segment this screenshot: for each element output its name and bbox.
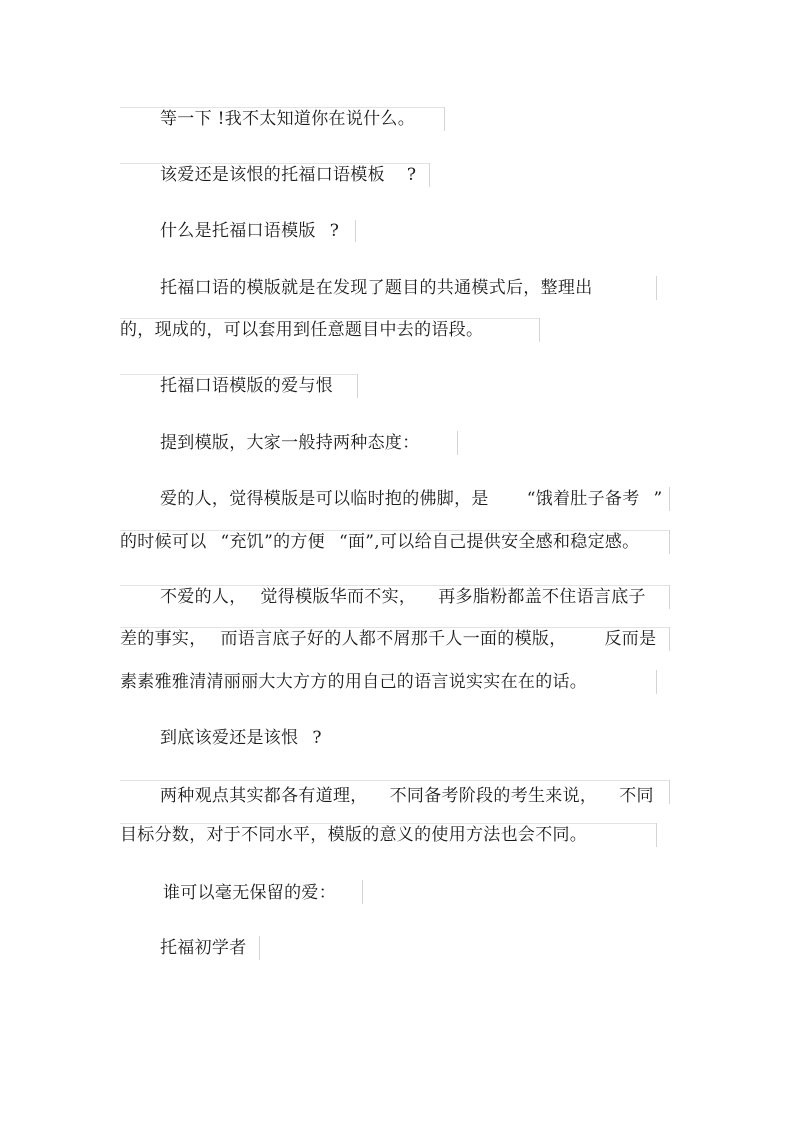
text-span: ? <box>329 221 340 241</box>
text-span: 不同 <box>619 786 654 806</box>
text-span: 不爱的人， <box>160 587 247 607</box>
text-span: 什么是托福口语模版 <box>160 221 316 241</box>
scan-mark <box>362 880 363 904</box>
text-span: 提到模版，大家一般持两种态度： <box>160 433 420 453</box>
text-line <box>120 319 483 341</box>
text-line <box>160 488 663 510</box>
text-span: 的，现成的，可以套用到任意题目中去的语段。 <box>120 320 484 340</box>
text-span: 托福初学者 <box>160 938 247 958</box>
text-line <box>160 432 420 454</box>
text-span: 两种观点其实都各有道理， <box>160 786 368 806</box>
scan-mark <box>355 220 356 242</box>
text-line <box>160 937 247 959</box>
scan-mark <box>669 530 670 554</box>
text-span: “面”,可以给自己提供安全感和稳定感。 <box>338 532 640 552</box>
text-span: “饿着肚子备考 <box>526 489 640 509</box>
text-line <box>160 586 646 608</box>
text-line <box>160 108 415 130</box>
scan-mark <box>357 374 358 398</box>
text-span: 托福口语的模版就是在发现了题目的共通模式后，整理出 <box>160 278 593 298</box>
text-line <box>120 628 656 650</box>
text-line <box>160 164 416 186</box>
text-line <box>120 824 587 846</box>
text-span: 的时候可以 <box>120 532 207 552</box>
text-span: 而语言底子好的人都不屑那千人一面的模版， <box>220 629 567 649</box>
text-span: 该爱还是该恨的托福口语模板 <box>160 165 385 185</box>
text-span: 谁可以毫无保留的爱： <box>163 883 336 903</box>
text-span: 不同备考阶段的考生来说， <box>389 786 598 806</box>
text-span: 爱的人，觉得模版是可以临时抱的佛脚，是 <box>160 489 489 509</box>
scan-rule <box>120 780 670 781</box>
text-line <box>160 220 339 242</box>
text-span: 差的事实， <box>120 629 207 649</box>
text-span: ? <box>312 728 322 748</box>
scan-mark <box>669 487 670 511</box>
text-span: 目标分数，对于不同水平，模版的意义的使用方法也会不同。 <box>120 825 588 845</box>
text-line <box>120 671 587 693</box>
text-span: 素素雅雅清清丽丽大大方方的用自己的语言说实实在在的话。 <box>120 672 588 692</box>
scan-mark <box>669 780 670 804</box>
text-span: 等一下 !我不太知道你在说什么。 <box>160 109 416 129</box>
text-span: 觉得模版华而不实， <box>260 587 417 607</box>
text-line <box>120 531 639 553</box>
text-span: “充饥”的方便 <box>220 532 325 552</box>
scan-mark <box>259 936 260 960</box>
scan-mark <box>457 431 458 455</box>
text-line <box>160 277 593 299</box>
text-line <box>160 375 333 397</box>
scan-mark <box>539 318 540 342</box>
text-span: ? <box>406 165 417 185</box>
scan-mark <box>656 823 657 847</box>
text-span: 到底该爱还是该恨 <box>160 728 299 748</box>
scan-mark <box>656 276 657 300</box>
scan-mark <box>656 670 657 694</box>
text-line <box>160 727 322 749</box>
text-span: ” <box>653 489 663 509</box>
text-span: 反而是 <box>604 629 657 649</box>
scan-mark <box>444 107 445 131</box>
scan-mark <box>669 585 670 609</box>
text-line <box>163 882 336 904</box>
text-line <box>160 785 654 807</box>
text-span: 再多脂粉都盖不住语言底子 <box>438 587 646 607</box>
scan-mark <box>669 627 670 651</box>
scan-mark <box>429 163 430 187</box>
text-span: 托福口语模版的爱与恨 <box>160 376 333 396</box>
